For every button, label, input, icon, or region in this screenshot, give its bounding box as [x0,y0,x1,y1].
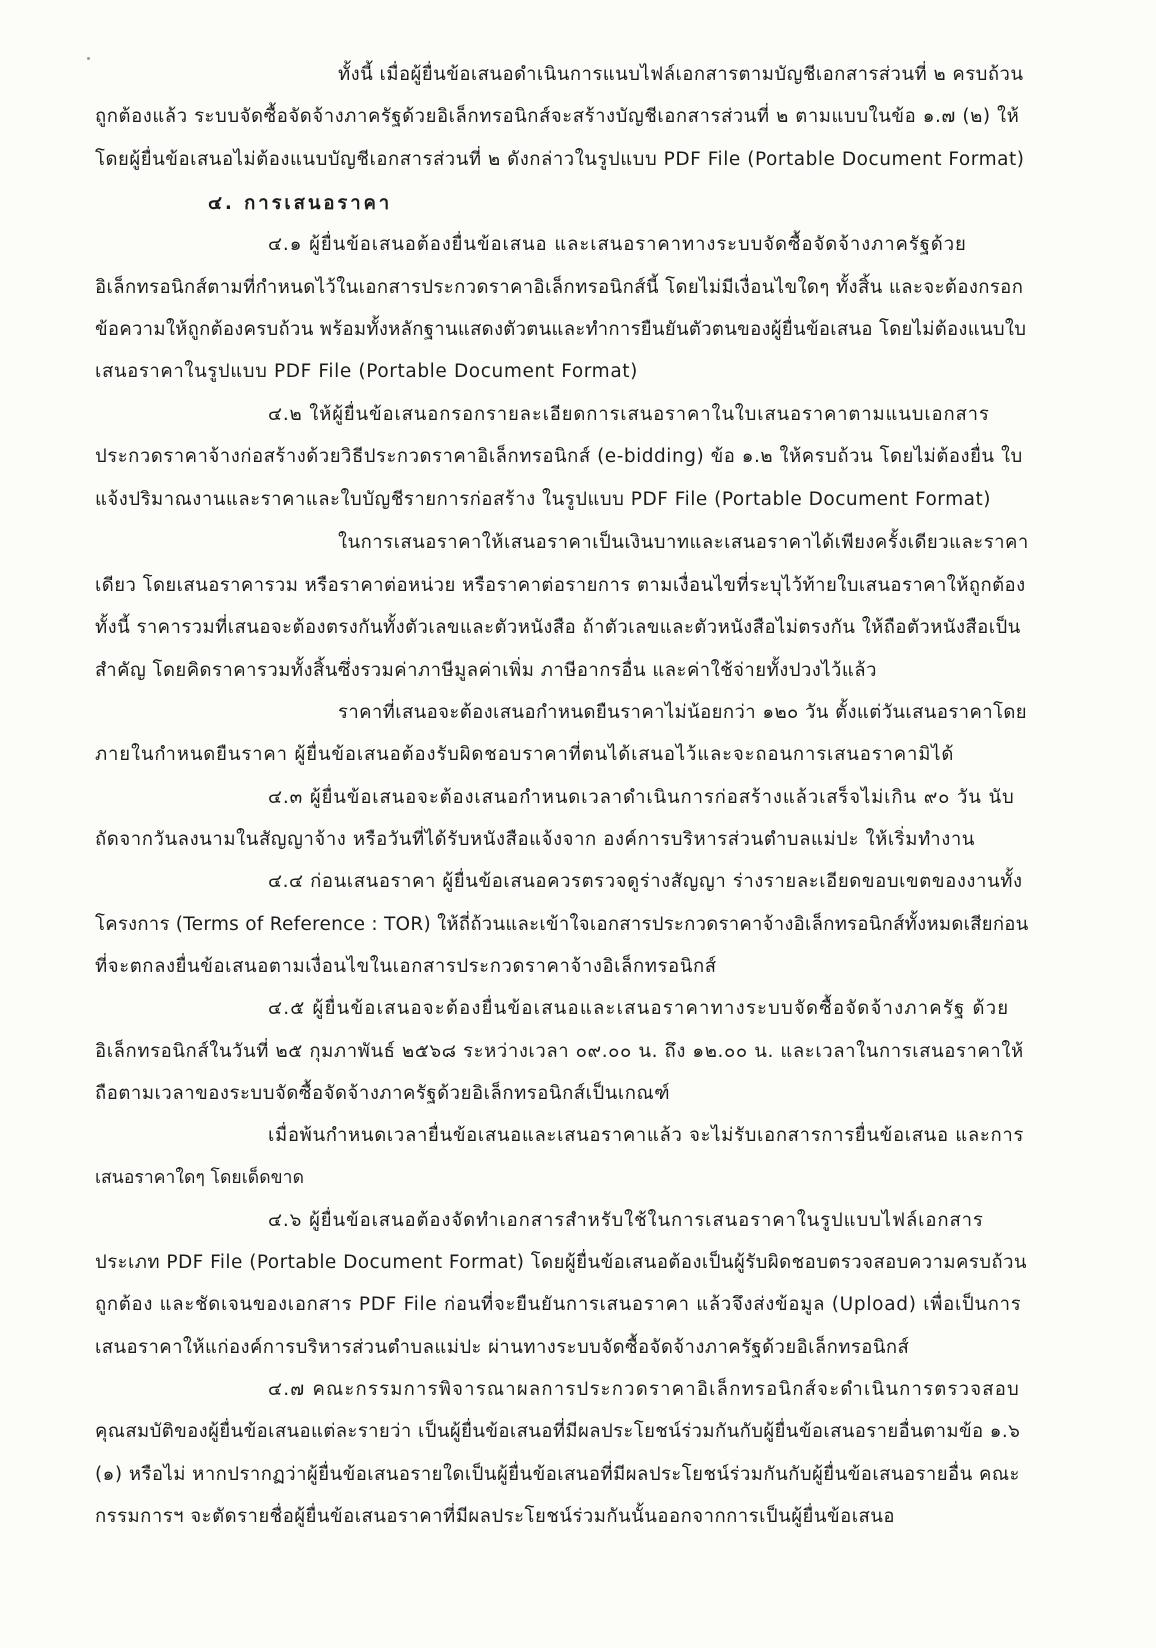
text-line: ๔.๖ ผู้ยื่นข้อเสนอต้องจัดทำเอกสารสำหรับใช้ในการเสนอราคาในรูปแบบไฟล์เอกสาร [268,1210,984,1231]
text-line: ๔.๑ ผู้ยื่นข้อเสนอต้องยื่นข้อเสนอ และเสนอราคาทางระบบจัดซื้อจัดจ้างภาครัฐด้วย [268,234,967,255]
text-line: อิเล็กทรอนิกส์ในวันที่ ๒๕ กุมภาพันธ์ ๒๕๖๘ ระหว่างเวลา ๐๙.๐๐ น. ถึง ๑๒.๐๐ น. และเวลาในการเสนอราคาให้ [95,1041,1024,1062]
text-line: ๔.๔ ก่อนเสนอราคา ผู้ยื่นข้อเสนอควรตรวจดูร่างสัญญา ร่างรายละเอียดขอบเขตของงานทั้ง [268,871,1023,892]
text-line: ถูกต้อง และชัดเจนของเอกสาร PDF File ก่อนที่จะยืนยันการเสนอราคา แล้วจึงส่งข้อมูล (Upload) เพื่อเป็นการ [95,1294,1022,1315]
text-line: ทั้งนี้ ราคารวมที่เสนอจะต้องตรงกันทั้งตัวเลขและตัวหนังสือ ถ้าตัวเลขและตัวหนังสือไม่ตรงกัน ให้ถือตัวหนังสือเป็น [95,617,1021,638]
text-line: โดยผู้ยื่นข้อเสนอไม่ต้องแนบบัญชีเอกสารส่วนที่ ๒ ดังกล่าวในรูปแบบ PDF File (Portable Document Format) [95,149,1025,170]
text-line: เสนอราคาให้แก่องค์การบริหารส่วนตำบลแม่ปะ ผ่านทางระบบจัดซื้อจัดจ้างภาครัฐด้วยอิเล็กทรอนิกส์ [95,1337,910,1358]
text-line: แจ้งปริมาณงานและราคาและใบบัญชีรายการก่อสร้าง ในรูปแบบ PDF File (Portable Document Format) [95,489,991,510]
text-line: ถัดจากวันลงนามในสัญญาจ้าง หรือวันที่ได้รับหนังสือแจ้งจาก องค์การบริหารส่วนตำบลแม่ปะ ให้เริ่มทำงาน [95,829,976,850]
text-line: โครงการ (Terms of Reference : TOR) ให้ถี่ถ้วนและเข้าใจเอกสารประกวดราคาจ้างอิเล็กทรอนิกส์ทั้งหมดเสียก่อน [95,914,1029,935]
text-line: ราคาที่เสนอจะต้องเสนอกำหนดยืนราคาไม่น้อยกว่า ๑๒๐ วัน ตั้งแต่วันเสนอราคาโดย [338,702,1027,723]
text-line: เมื่อพ้นกำหนดเวลายื่นข้อเสนอและเสนอราคาแล้ว จะไม่รับเอกสารการยื่นข้อเสนอ และการ [268,1125,1025,1146]
text-line: ๔.๓ ผู้ยื่นข้อเสนอจะต้องเสนอกำหนดเวลาดำเนินการก่อสร้างแล้วเสร็จไม่เกิน ๙๐ วัน นับ [268,787,1015,808]
text-line: ที่จะตกลงยื่นข้อเสนอตามเงื่อนไขในเอกสารประกวดราคาจ้างอิเล็กทรอนิกส์ [95,956,717,977]
text-line: ๔.๒ ให้ผู้ยื่นข้อเสนอกรอกรายละเอียดการเสนอราคาในใบเสนอราคาตามแนบเอกสาร [268,404,990,425]
text-line: ๔.๕ ผู้ยื่นข้อเสนอจะต้องยื่นข้อเสนอและเสนอราคาทางระบบจัดซื้อจัดจ้างภาครัฐ ด้วย [268,998,1010,1019]
text-line: สำคัญ โดยคิดราคารวมทั้งสิ้นซึ่งรวมค่าภาษีมูลค่าเพิ่ม ภาษีอากรอื่น และค่าใช้จ่ายทั้งปวงไว้แล้ว [95,660,877,681]
text-line: ประกวดราคาจ้างก่อสร้างด้วยวิธีประกวดราคาอิเล็กทรอนิกส์ (e-bidding) ข้อ ๑.๒ ให้ครบถ้วน โดยไม่ต้องยื่น ใบ [95,446,1023,467]
scan-speck [87,57,90,60]
text-line: อิเล็กทรอนิกส์ตามที่กำหนดไว้ในเอกสารประกวดราคาอิเล็กทรอนิกส์นี้ โดยไม่มีเงื่อนไขใดๆ ทั้งสิ้น และจะต้องกรอก [95,277,1024,298]
text-line: (๑) หรือไม่ หากปรากฏว่าผู้ยื่นข้อเสนอรายใดเป็นผู้ยื่นข้อเสนอที่มีผลประโยชน์ร่วมกันกับผู้ยื่นข้อเสนอรายอื่น คณะ [95,1464,1020,1485]
text-line: เดียว โดยเสนอราคารวม หรือราคาต่อหน่วย หรือราคาต่อรายการ ตามเงื่อนไขที่ระบุไว้ท้ายใบเสนอราคาให้ถูกต้อง [95,575,1026,596]
text-line: ภายในกำหนดยืนราคา ผู้ยื่นข้อเสนอต้องรับผิดชอบราคาที่ตนได้เสนอไว้และจะถอนการเสนอราคามิได้ [95,744,955,765]
text-line: ในการเสนอราคาให้เสนอราคาเป็นเงินบาทและเสนอราคาได้เพียงครั้งเดียวและราคา [338,532,1029,553]
section-heading: ๔. การเสนอราคา [208,193,393,214]
text-line: ถูกต้องแล้ว ระบบจัดซื้อจัดจ้างภาครัฐด้วยอิเล็กทรอนิกส์จะสร้างบัญชีเอกสารส่วนที่ ๒ ตามแบบในข้อ ๑.๗ (๒) ให้ [95,106,1020,127]
text-line: ถือตามเวลาของระบบจัดซื้อจัดจ้างภาครัฐด้วยอิเล็กทรอนิกส์เป็นเกณฑ์ [95,1083,671,1104]
text-line: ๔.๗ คณะกรรมการพิจารณาผลการประกวดราคาอิเล็กทรอนิกส์จะดำเนินการตรวจสอบ [268,1379,1020,1400]
text-line: ประเภท PDF File (Portable Document Format) โดยผู้ยื่นข้อเสนอต้องเป็นผู้รับผิดชอบตรวจสอบความครบถ้วน [95,1252,1028,1273]
text-line: เสนอราคาใดๆ โดยเด็ดขาด [95,1168,304,1188]
text-line: คุณสมบัติของผู้ยื่นข้อเสนอแต่ละรายว่า เป็นผู้ยื่นข้อเสนอที่มีผลประโยชน์ร่วมกันกับผู้ยื่นข้อเสนอรายอื่นตามข้อ ๑.๖ [95,1421,1021,1442]
text-line: ข้อความให้ถูกต้องครบถ้วน พร้อมทั้งหลักฐานแสดงตัวตนและทำการยืนยันตัวตนของผู้ยื่นข้อเสนอ โดยไม่ต้องแนบใบ [95,319,1027,340]
text-line: ทั้งนี้ เมื่อผู้ยื่นข้อเสนอดำเนินการแนบไฟล์เอกสารตามบัญชีเอกสารส่วนที่ ๒ ครบถ้วน [338,64,1024,85]
text-line: เสนอราคาในรูปแบบ PDF File (Portable Document Format) [95,361,638,382]
text-line: กรรมการฯ จะตัดรายชื่อผู้ยื่นข้อเสนอราคาที่มีผลประโยชน์ร่วมกันนั้นออกจากการเป็นผู้ยื่นข้อเสนอ [95,1506,895,1527]
